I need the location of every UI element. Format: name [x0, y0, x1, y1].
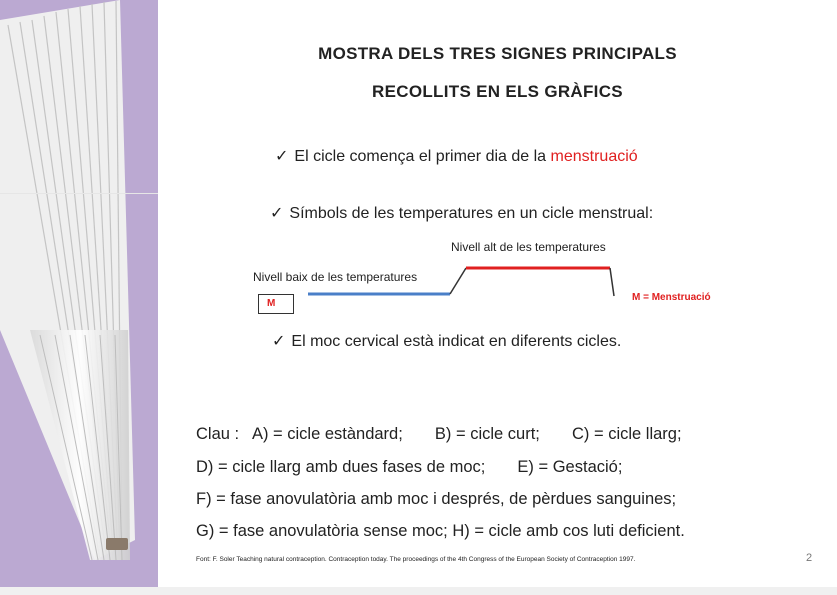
- rise-connector: [450, 268, 466, 294]
- low-level-label: Nivell baix de les temperatures: [253, 270, 418, 284]
- highlight-menstruation: menstruació: [550, 148, 638, 165]
- bullet-temperature-symbols: [270, 203, 653, 223]
- key-line-3: F) = fase anovulatòria amb moc i després, de pèrdues sanguines;: [196, 490, 677, 508]
- check-icon: ✓: [270, 205, 284, 222]
- bullet-text: El moc cervical està indicat en diferents cicles.: [291, 333, 622, 350]
- page-number: 2: [806, 552, 813, 564]
- source-citation: Font: F. Soler Teaching natural contraception. Contraception today. The proceedings of the 4th Congress of the European Society of Contraception 1997.: [196, 556, 636, 563]
- fan-photo: [0, 0, 158, 595]
- key-line-2: D) = cicle llarg amb dues fases de moc; E) = Gestació;: [196, 458, 623, 476]
- temperature-diagram: [158, 230, 837, 320]
- fan-illustration: [0, 0, 158, 595]
- bullet-text: Símbols de les temperatures en un cicle menstrual:: [289, 205, 654, 222]
- bullet-text: El cicle comença el primer dia de la: [294, 148, 551, 165]
- slide-title-line2: RECOLLITS EN ELS GRÀFICS: [372, 82, 623, 101]
- bullet-cycle-start: [275, 146, 638, 166]
- menstruation-marker-box: M: [258, 294, 294, 314]
- check-icon: ✓: [275, 148, 289, 165]
- bullet-cervical-mucus: [272, 331, 621, 351]
- slide: [158, 0, 837, 595]
- menstruation-legend: M = Menstruació: [632, 292, 711, 303]
- slide-title-line1: MOSTRA DELS TRES SIGNES PRINCIPALS: [318, 44, 677, 63]
- high-level-label: Nivell alt de les temperatures: [451, 240, 606, 254]
- key-line-4: G) = fase anovulatòria sense moc; H) = cicle amb cos luti deficient.: [196, 522, 685, 540]
- key-line-1: Clau : A) = cicle estàndard; B) = cicle curt; C) = cicle llarg;: [196, 425, 682, 443]
- drop-connector: [610, 268, 614, 296]
- check-icon: ✓: [272, 333, 286, 350]
- bottom-bar: [0, 587, 837, 595]
